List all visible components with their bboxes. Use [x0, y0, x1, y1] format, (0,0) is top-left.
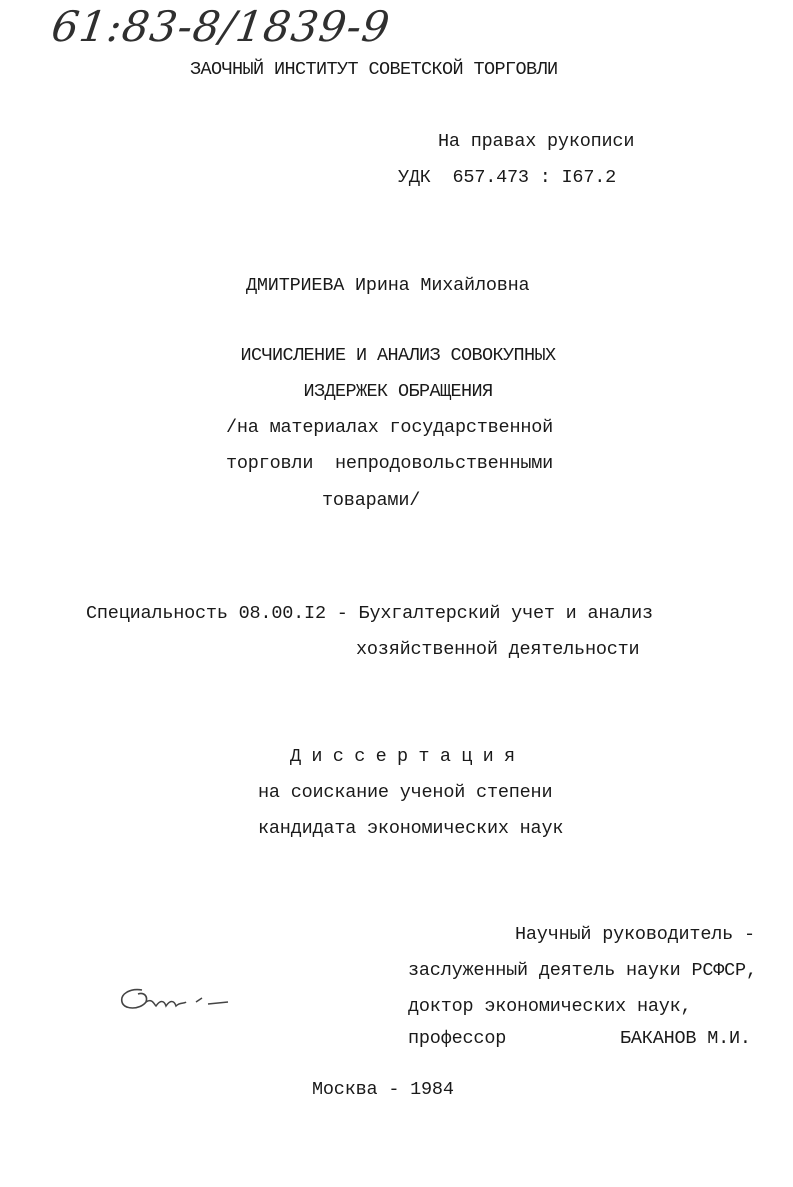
title-line: ИЗДЕРЖЕК ОБРАЩЕНИЯ — [303, 381, 493, 402]
supervisor-name: БАКАНОВ М.И. — [620, 1028, 751, 1049]
degree-line: кандидата экономических наук — [258, 818, 564, 839]
supervisor-line: заслуженный деятель науки РСФСР, — [408, 960, 757, 981]
institute-name: ЗАОЧНЫЙ ИНСТИТУТ СОВЕТСКОЙ ТОРГОВЛИ — [190, 59, 558, 80]
supervisor-role: профессор — [408, 1028, 507, 1049]
title-line: товарами/ — [322, 490, 421, 511]
specialty-line: хозяйственной деятельности — [356, 639, 640, 660]
archive-mark: 61:83-8/1839-9 — [48, 2, 394, 51]
city-year: Москва - 1984 — [312, 1079, 454, 1100]
handwritten-signature — [112, 980, 262, 1030]
udk-code: УДК 657.473 : I67.2 — [398, 167, 617, 188]
title-line: /на материалах государственной — [226, 417, 554, 438]
title-line: ИСЧИСЛЕНИЕ И АНАЛИЗ СОВОКУПНЫХ — [240, 345, 556, 366]
degree-line: на соискание ученой степени — [258, 782, 553, 803]
supervisor-line: доктор экономических наук, — [408, 996, 692, 1017]
title-line: торговли непродовольственными — [226, 453, 554, 474]
manuscript-rights: На правах рукописи — [438, 131, 635, 152]
author-name: ДМИТРИЕВА Ирина Михайловна — [246, 275, 530, 296]
dissertation-heading: Диссертация — [290, 746, 526, 767]
specialty-line: Специальность 08.00.I2 - Бухгалтерский учет и анализ — [86, 603, 653, 624]
supervisor-line: Научный руководитель - — [515, 924, 755, 945]
